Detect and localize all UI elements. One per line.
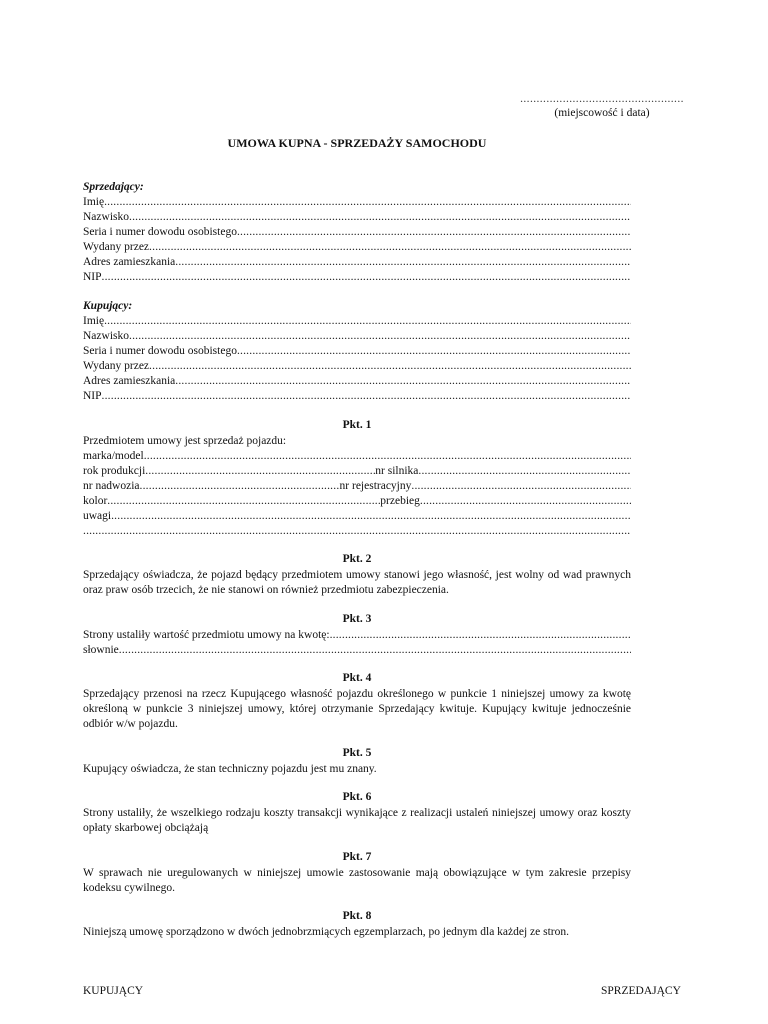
buyer-section — [83, 299, 631, 404]
buyer-field-row — [83, 359, 631, 374]
color-label: kolor — [83, 495, 108, 507]
seller-field-row — [83, 225, 631, 240]
fill-dots — [104, 195, 631, 210]
fill-dots — [144, 449, 631, 464]
body-number-label: nr nadwozia — [83, 480, 140, 492]
engine-label: nr silnika — [375, 465, 419, 477]
fill-dots — [129, 329, 631, 344]
buyer-field-label: Wydany przez — [83, 360, 150, 372]
fill-dots — [149, 359, 631, 374]
pkt4-heading: Pkt. 4 — [342, 672, 372, 684]
buyer-field-row — [83, 374, 631, 389]
fill-dots — [145, 464, 375, 479]
make-model-label: marka/model — [83, 450, 144, 462]
fill-dots — [107, 494, 380, 509]
buyer-field-label: Nazwisko — [83, 330, 129, 342]
pkt7-section — [83, 850, 631, 896]
seller-field-row — [83, 270, 631, 285]
seller-field-label: Seria i numer dowodu osobistego — [83, 226, 237, 238]
fill-dots — [237, 344, 631, 359]
buyer-field-label: Seria i numer dowodu osobistego — [83, 345, 237, 357]
make-model-row — [83, 449, 631, 464]
pkt2-heading: Pkt. 2 — [342, 553, 372, 565]
fill-dots — [420, 494, 631, 509]
seller-field-label: NIP — [83, 271, 102, 283]
pkt5-heading: Pkt. 5 — [342, 747, 372, 759]
seller-field-row — [83, 255, 631, 270]
document-title: UMOWA KUPNA - SPRZEDAŻY SAMOCHODU — [227, 136, 487, 150]
pkt6-heading: Pkt. 6 — [342, 791, 372, 803]
fill-dots — [104, 314, 631, 329]
registration-label: nr rejestracyjny — [339, 480, 412, 492]
amount-words-label: słownie — [83, 644, 119, 656]
amount-label: Strony ustaliły wartość przedmiotu umowy na kwotę: — [83, 629, 330, 641]
seller-section — [83, 180, 631, 285]
pkt1-section — [83, 418, 631, 539]
pkt2-section — [83, 552, 631, 598]
year-engine-row — [83, 464, 631, 479]
seller-heading: Sprzedający: — [83, 181, 144, 193]
fill-dots — [175, 255, 631, 270]
seller-field-label: Imię — [83, 196, 105, 208]
fill-dots — [330, 628, 631, 643]
buyer-signature-label: KUPUJĄCY — [83, 985, 144, 997]
body-registration-row — [83, 479, 631, 494]
notes-label: uwagi — [83, 510, 112, 522]
notes-continuation-row — [83, 524, 631, 539]
pkt5-text: Kupujący oświadcza, że stan techniczny pojazdu jest mu znany. — [83, 763, 377, 775]
seller-field-label: Nazwisko — [83, 211, 129, 223]
buyer-field-label: Adres zamieszkania — [83, 375, 176, 387]
fill-dots — [411, 479, 631, 494]
fill-dots — [111, 509, 631, 524]
fill-dots — [119, 643, 631, 658]
pkt7-heading: Pkt. 7 — [342, 851, 372, 863]
pkt1-intro: Przedmiotem umowy jest sprzedaż pojazdu: — [83, 435, 287, 447]
pkt3-heading: Pkt. 3 — [342, 613, 372, 625]
amount-words-row — [83, 643, 631, 658]
buyer-field-label: Imię — [83, 315, 105, 327]
pkt4-section — [83, 671, 631, 732]
place-date-block — [517, 92, 687, 120]
notes-row — [83, 509, 631, 524]
seller-field-label: Wydany przez — [83, 241, 150, 253]
buyer-field-row — [83, 329, 631, 344]
fill-dots — [418, 464, 631, 479]
pkt7-text: W sprawach nie uregulowanych w niniejszej umowie zastosowanie mają obowiązujące w tym zakresie przepisy kodeksu cywilnego. — [83, 867, 631, 894]
pkt8-heading: Pkt. 8 — [342, 910, 372, 922]
amount-row — [83, 628, 631, 643]
place-date-label: (miejscowość i data) — [554, 107, 650, 119]
seller-field-row — [83, 195, 631, 210]
pkt5-section — [83, 746, 631, 777]
fill-dots — [237, 225, 631, 240]
fill-dots — [149, 240, 631, 255]
fill-dots — [129, 210, 631, 225]
seller-signature-label: SPRZEDAJĄCY — [601, 985, 681, 997]
buyer-heading: Kupujący: — [83, 300, 133, 312]
mileage-label: przebieg — [380, 495, 420, 507]
pkt4-text: Sprzedający przenosi na rzecz Kupującego własność pojazdu określonego w punkcie 1 niniejszej umowy za kwotę określoną w punkcie 3 niniejszej umowy, której otrzymanie Sprzedający kwituje. Kupujący kwituje jednocześnie odbiór w/w pojazdu. — [83, 688, 631, 730]
pkt3-section — [83, 612, 631, 658]
buyer-field-label: NIP — [83, 390, 102, 402]
pkt6-section — [83, 790, 631, 836]
seller-field-label: Adres zamieszkania — [83, 256, 176, 268]
fill-dots — [140, 479, 340, 494]
buyer-field-row — [83, 389, 631, 404]
place-date-dots: .................................................. — [520, 93, 684, 105]
fill-dots — [83, 524, 631, 539]
fill-dots — [102, 389, 631, 404]
pkt1-heading: Pkt. 1 — [342, 419, 372, 431]
color-mileage-row — [83, 494, 631, 509]
seller-field-row — [83, 210, 631, 225]
year-label: rok produkcji — [83, 465, 146, 477]
pkt8-text: Niniejszą umowę sporządzono w dwóch jednobrzmiących egzemplarzach, po jednym dla każdej ze stron. — [83, 926, 570, 938]
seller-field-row — [83, 240, 631, 255]
pkt2-text: Sprzedający oświadcza, że pojazd będący przedmiotem umowy stanowi jego własność, jest wolny od wad prawnych oraz praw osób trzecich, że nie stanowi on również przedmiotu zabezpieczenia. — [83, 569, 631, 596]
buyer-field-row — [83, 344, 631, 359]
fill-dots — [175, 374, 631, 389]
buyer-field-row — [83, 314, 631, 329]
pkt6-text: Strony ustaliły, że wszelkiego rodzaju koszty transakcji wynikające z realizacji ustaleń niniejszej umowy oraz koszty opłaty skarbowej obciążają — [83, 807, 631, 834]
fill-dots — [102, 270, 631, 285]
pkt8-section — [83, 909, 631, 940]
